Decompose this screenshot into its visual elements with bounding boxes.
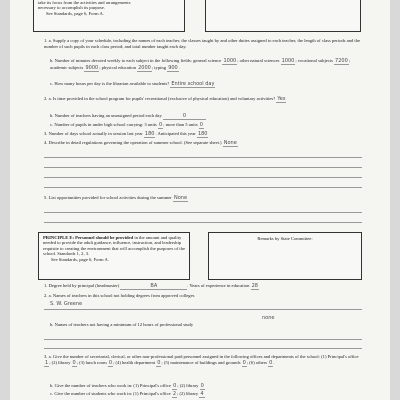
item-2c: c. Number of pupils in under high school carrying: 3 units 0; more than 5 units 0 [50,122,203,128]
pe-value: 2000 [138,64,151,71]
item-p3a-text: 3. a. Give the number of secretarial, clerical, or other non-professional paid personnel assigned in the following offices and departments of the school: (1) Principal's office [44,354,359,359]
library-value: 0 [72,359,76,366]
days-last-year-value: 180 [144,131,155,137]
item-1b-text: b. Number of minutes devoted weekly to each subject in the following fields: general science [50,58,222,63]
three-units-value: 0 [158,122,163,128]
principal-office-value: 1 [45,359,49,366]
item-p1-text: 1. Degree held by principal (headmaster) [44,283,120,288]
other-sciences-value: 1000 [281,58,295,64]
item-2a [44,96,362,103]
health-value: 0 [157,359,161,366]
blank-line [44,167,362,168]
item-p2a [44,293,362,299]
blank-line [44,212,362,213]
blank-line [44,339,362,340]
item-3: 3. Number of days school actually in session last year 180. Anticipated this year 180 [44,131,208,137]
more-units-value: 0 [199,122,203,128]
pe-label: physical education [101,64,136,70]
principle-e-body: in the amount and quality needed to provide the adult guidance, influence, instruction, and leadership requisite to creating the environment that will accomplish the purposes of the school. Standards 1, 2, 3. [43,235,185,257]
item-p3a: 3. a. Give the number of secretarial, clerical, or other non-professional paid personnel assigned in the following offices and departments of the school: (1) Principal's office 1; (2) library 0; (3) lunch room 0; (4) health department 0; (5) maintenance of buildings and grounds 0; (6) others 0. [44,354,359,366]
typing-label: typing [154,64,167,70]
teacher-principal-office-value: 0 [173,383,177,389]
item-p3b-text: b. Give the number of teachers who work in: (1) Principal's office [50,383,171,388]
student-library-label: (2) library [179,391,199,396]
top-box-line3: See Standards, page 6, Form A. [46,10,104,16]
recreation-value: Yes [277,96,286,102]
general-science-value: 1000 [223,58,237,64]
item-p2b [50,322,362,328]
item-5 [44,195,362,202]
vocational-value: 7200 [335,58,348,64]
librarian-hours-value: Entire school day [171,81,215,87]
days-this-year-value: 180 [197,131,208,137]
lunch-room-label: (3) lunch room [79,359,107,365]
student-library-value: 4 [200,391,204,397]
principle-e-title: PRINCIPLE E: Personnel should be provided [43,235,134,240]
unassigned-period-value: 0 [163,113,206,120]
anticipated-label: Anticipated this year [157,131,196,136]
blank-line [44,187,362,188]
item-3-text: 3. Number of days school actually in session last year [44,131,143,136]
no-professional-study-value: none [262,315,275,321]
item-2b-text: b. Number of teachers having an unassigned period each day [50,113,162,118]
document-page [10,0,390,400]
academic-value: 9000 [85,64,99,71]
summer-school-value: None [223,140,237,146]
health-label: (4) health department [115,359,156,365]
maintenance-value: 0 [242,359,246,366]
item-1a [44,38,362,50]
years-label: Years of experience in education [189,283,250,288]
student-principal-office-value: 2 [172,391,177,397]
top-box-line2: necessary to accomplish its purpose. [38,5,105,11]
maintenance-label: (5) maintenance of buildings and grounds [163,359,241,365]
item-1b: b. Number of minutes devoted weekly to each subject in the following fields: general science 1000; other natural sciences 1000; vocational subjects 7200; academic subjects 9000; physical education 2000; typing 900. [50,58,351,71]
principle-e-box [38,232,190,280]
others-label: (6) others [249,359,268,365]
item-4-text: 4. Describe in detail regulations governing the operation of summer school. (See separate sheet.) [44,140,222,145]
item-1a-text: 1. a. Supply a copy of your schedule, including the names of each teacher, the classes taught by and other duties assigned to each teacher, the length of class periods and the number of such pupils in each class period; and total number taught each day. [44,38,360,49]
item-2c-text: c. Number of pupils in under high school carrying: 3 units [50,122,157,127]
lunch-room-value: 0 [108,359,113,366]
item-5-text: 5. List opportunities provided for school activities during the summer [44,195,172,200]
no-degree-value: S. W. Greene [50,301,83,307]
blank-line [44,309,362,310]
others-value: 0 [269,359,273,366]
other-sciences-label: other natural sciences [239,58,280,63]
item-p3b: b. Give the number of teachers who work in: (1) Principal's office 0; (2) library 0 [50,383,204,389]
degree-value: BA [120,283,187,290]
top-box-line1: take its focus from the activities and arrangements [38,0,131,5]
item-p1: 1. Degree held by principal (headmaster) BA . Years of experience in education 28 [44,283,258,289]
item-4 [44,140,362,147]
more-units-label: more than 5 units [165,122,198,127]
principle-e-ref: See Standards, page 6, Form A. [51,256,109,262]
blank-line [44,348,362,349]
remarks-box-top [205,0,361,32]
academic-label: academic subjects [50,64,84,70]
years-value: 28 [251,283,258,289]
principle-box-top [33,0,185,32]
library-label: (2) library [51,359,71,365]
item-p3c-text: c. Give the number of students who work in: (1) Principal's office [50,391,171,396]
item-p3c: c. Give the number of students who work in: (1) Principal's office 2; (2) library 4 [50,391,204,397]
item-2a-text: 2. a. Is time provided in the school program for pupils' recreational (exclusive of physical education) and voluntary activities? [44,96,276,101]
item-p2a-answer [50,301,362,308]
item-p2b-text: b. Names of teachers not having a minimum of 12 hours of professional study [50,322,194,327]
item-1c [50,81,362,88]
typing-value: 900 [168,64,178,71]
vocational-label: vocational subjects [297,58,333,63]
item-1c-text: c. How many hours per day is the librarian available to students? [50,81,170,86]
item-p2a-text: 2. a. Names of teachers in this school not holding degrees from approved colleges [44,293,195,298]
remarks-label: Remarks by State Committee: [257,236,313,241]
blank-line [44,222,362,223]
teacher-library-label: (2) library [179,383,199,388]
remarks-box [208,232,362,280]
blank-line [44,157,362,158]
summer-activities-value: None [174,195,188,201]
item-2b [50,113,362,120]
teacher-library-value: 0 [200,383,204,389]
blank-line [44,177,362,178]
